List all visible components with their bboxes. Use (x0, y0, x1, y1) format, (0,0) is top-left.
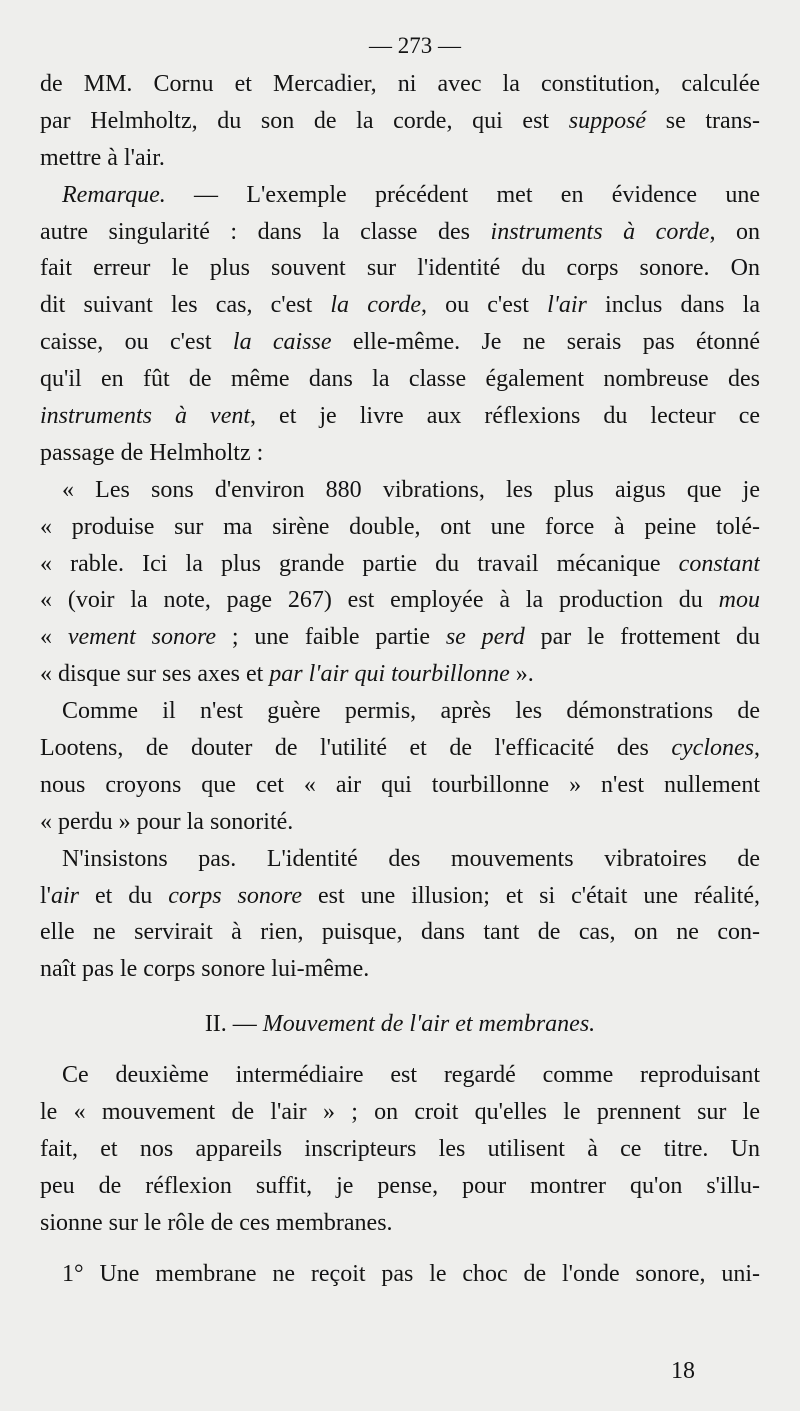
text-segment: inclus dans la (586, 292, 760, 319)
text-segment: N'insistons pas. L'identité des mouvements vibratoires de (62, 845, 760, 872)
section-heading-title: Mouvement de l'air et membranes. (262, 1011, 596, 1038)
text-segment: qu'il en fût de même dans la classe également nombreuse des (40, 366, 760, 393)
italic-text: par l'air qui tourbillonne (269, 661, 510, 688)
text-segment: , ou c'est (420, 292, 548, 319)
text-segment: 1° Une membrane ne reçoit pas le choc de l'onde sonore, uni- (62, 1260, 760, 1287)
text-segment: Lootens, de douter de l'utilité et de l'efficacité des (40, 735, 672, 762)
paragraph-spacer (40, 1242, 760, 1256)
text-segment: passage de Helmholtz : (40, 439, 264, 466)
italic-text: la caisse (232, 329, 332, 356)
text-line (40, 435, 760, 472)
text-line (40, 177, 760, 214)
text-line (40, 656, 760, 693)
text-line (40, 472, 760, 509)
text-line (40, 804, 760, 841)
text-segment: ; une faible partie (216, 624, 446, 651)
text-line (40, 1168, 760, 1205)
text-segment: de MM. Cornu et Mercadier, ni avec la constitution, calculée (40, 71, 760, 97)
italic-text: Remarque. (62, 181, 166, 208)
text-segment: elle ne servirait à rien, puisque, dans tant de cas, on ne con- (40, 919, 760, 946)
text-segment: par le frottement du (524, 624, 760, 651)
text-line (40, 730, 760, 767)
text-line (40, 619, 760, 656)
text-segment: par Helmholtz, du son de la corde, qui est (40, 107, 569, 134)
text-line (40, 546, 760, 583)
text-line (40, 951, 760, 988)
text-line (40, 1256, 760, 1293)
text-line (40, 582, 760, 619)
italic-text: instruments à corde (490, 218, 710, 245)
text-segment: caisse, ou c'est (40, 329, 233, 356)
page-number: — 273 — (369, 33, 461, 58)
text-segment: « perdu » pour la sonorité. (40, 808, 294, 835)
text-body (40, 66, 760, 1293)
text-segment: le « mouvement de l'air » ; on croit qu'elles le prennent sur le (40, 1099, 760, 1126)
italic-text: instruments à vent (40, 403, 251, 430)
text-segment: « (voir la note, page 267) est employée à la production du (40, 587, 719, 614)
text-line (40, 103, 760, 140)
signature-mark: 18 (671, 1358, 695, 1384)
text-line (40, 841, 760, 878)
text-line (40, 324, 760, 361)
text-segment: , (754, 735, 760, 762)
text-line (40, 287, 760, 324)
text-segment: , on (709, 218, 760, 245)
italic-text: mou (718, 587, 760, 614)
italic-text: la corde (330, 292, 421, 319)
italic-text: constant (678, 550, 760, 577)
text-segment: « disque sur ses axes et (40, 661, 270, 688)
text-line (40, 398, 760, 435)
text-segment: mettre à l'air. (40, 144, 165, 171)
italic-text: supposé (568, 107, 647, 134)
text-line (40, 1057, 760, 1094)
text-segment: naît pas le corps sonore lui-même. (40, 956, 370, 983)
italic-text: corps sonore (168, 882, 302, 909)
text-segment: dit suivant les cas, c'est (40, 292, 331, 319)
text-segment: autre singularité : dans la classe des (40, 218, 491, 245)
text-segment: fait erreur le plus souvent sur l'identité du corps sonore. On (40, 255, 760, 282)
text-line (40, 693, 760, 730)
text-line (40, 250, 760, 287)
text-line (40, 214, 760, 251)
text-line (40, 509, 760, 546)
text-line (40, 1131, 760, 1168)
section-heading-number: II. — (204, 1011, 263, 1038)
text-segment: fait, et nos appareils inscripteurs les utilisent à ce titre. Un (40, 1135, 760, 1162)
text-segment: l' (40, 882, 51, 909)
text-line (40, 878, 760, 915)
text-line (40, 914, 760, 951)
italic-text: air (51, 882, 80, 909)
text-line (40, 1205, 760, 1242)
text-segment: se trans- (646, 107, 760, 134)
text-line (40, 66, 760, 103)
text-segment: sionne sur le rôle de ces membranes. (40, 1209, 393, 1236)
text-line (40, 361, 760, 398)
text-segment: peu de réflexion suffit, je pense, pour montrer qu'on s'illu- (40, 1172, 760, 1199)
text-segment: nous croyons que cet « air qui tourbillonne » n'est nullement (40, 771, 760, 798)
text-segment: Ce deuxième intermédiaire est regardé comme reproduisant (62, 1062, 760, 1089)
text-segment: est une illusion; et si c'était une réalité, (302, 882, 760, 909)
text-segment: — L'exemple précédent met en évidence une (165, 181, 760, 208)
text-segment: ». (509, 661, 534, 688)
italic-text: se perd (445, 624, 525, 651)
text-segment: , et je livre aux réflexions du lecteur ce (250, 403, 760, 430)
italic-text: l'air (547, 292, 587, 319)
italic-text: vement sonore (67, 624, 217, 651)
text-line (40, 140, 760, 177)
italic-text: cyclones (671, 735, 754, 762)
text-segment: « rable. Ici la plus grande partie du travail mécanique (40, 550, 679, 577)
text-segment: elle-même. Je ne serais pas étonné (331, 329, 760, 356)
text-line (40, 1094, 760, 1131)
text-segment: « produise sur ma sirène double, ont une force à peine tolé- (40, 513, 760, 540)
section-heading (40, 1006, 760, 1043)
text-line (40, 767, 760, 804)
text-segment: « Les sons d'environ 880 vibrations, les plus aigus que je (62, 476, 760, 503)
text-segment: Comme il n'est guère permis, après les démonstrations de (62, 698, 760, 725)
text-segment: et du (79, 882, 169, 909)
text-segment: « (40, 624, 68, 651)
